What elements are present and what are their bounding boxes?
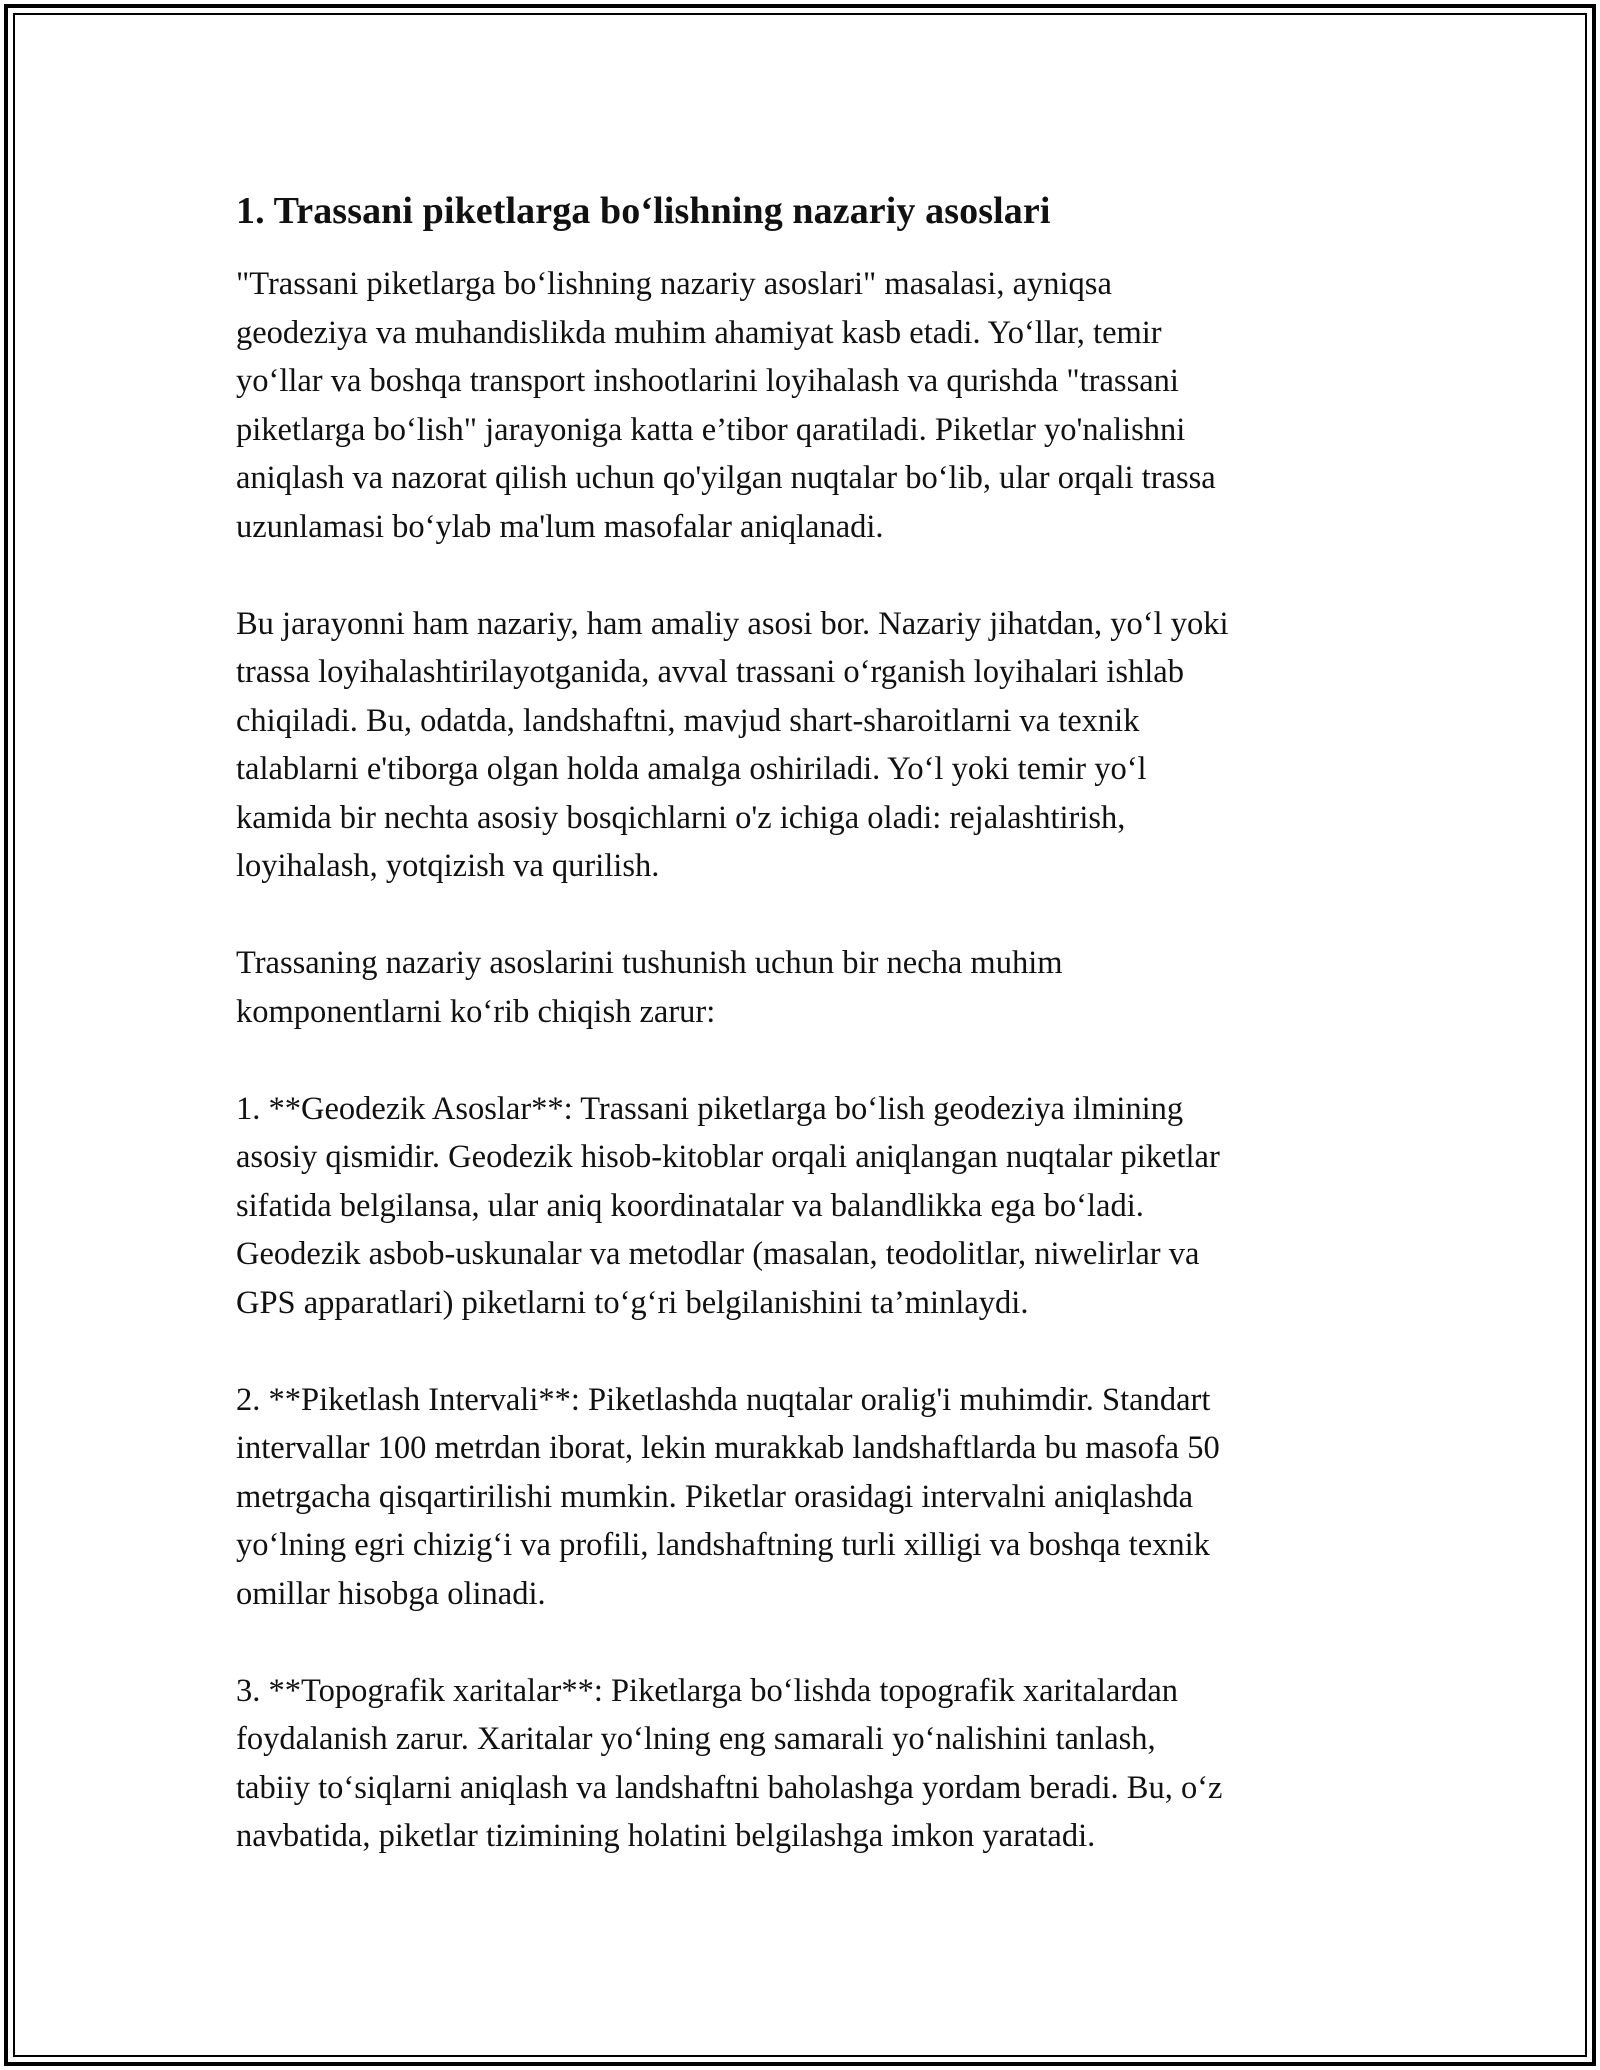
section-heading: 1. Trassani piketlarga bo‘lishning nazariy asoslari [236, 190, 1051, 232]
paragraph-components-intro: Trassaning nazariy asoslarini tushunish uchun bir necha muhim komponentlarni ko‘rib chiqish zarur: [236, 945, 1063, 1030]
document-body [236, 186, 1366, 1861]
paragraph-theory: Bu jarayonni ham nazariy, ham amaliy asosi bor. Nazariy jihatdan, yo‘l yoki trassa loyihalashtirilayotganida, avval trassani o‘rganish loyihalari ishlab chiqiladi. Bu, odatda, landshaftni, mavjud shart-sharoitlarni va texnik talablarni e'tiborga olgan holda amalga oshiriladi. Yo‘l yoki temir yo‘l kamida bir nechta asosiy bosqichlarni o'z ichiga oladi: rejalashtirish, loyihalash, yotqizish va qurilish. [236, 605, 1229, 884]
paragraph-intro: "Trassani piketlarga bo‘lishning nazariy asoslari" masalasi, ayniqsa geodeziya va muhandislikda muhim ahamiyat kasb etadi. Yo‘llar, temir yo‘llar va boshqa transport inshootlarini loyihalash va qurishda "trassani piketlarga bo‘lish" jarayoniga katta e’tibor qaratiladi. Piketlar yo'nalishni aniqlash va nazorat qilish uchun qo'yilgan nuqtalar bo‘lib, ular orqali trassa uzunlamasi bo‘ylab ma'lum masofalar aniqlanadi. [236, 266, 1216, 545]
list-item-geodetic-basics: 1. **Geodezik Asoslar**: Trassani piketlarga bo‘lish geodeziya ilmining asosiy qismidir. Geodezik hisob-kitoblar orqali aniqlangan nuqtalar piketlar sifatida belgilansa, ular aniq koordinatalar va balandlikka ega bo‘ladi. Geodezik asbob-uskunalar va metodlar (masalan, teodolitlar, niwelirlar va GPS apparatlari) piketlarni to‘g‘ri belgilanishini ta’minlaydi. [236, 1090, 1220, 1321]
list-item-picketing-interval: 2. **Piketlash Intervali**: Piketlashda nuqtalar oralig'i muhimdir. Standart intervallar 100 metrdan iborat, lekin murakkab landshaftlarda bu masofa 50 metrgacha qisqartirilishi mumkin. Piketlar orasidagi intervalni aniqlashda yo‘lning egri chizig‘i va profili, landshaftning turli xilligi va boshqa texnik omillar hisobga olinadi. [236, 1381, 1220, 1612]
list-item-topographic-maps: 3. **Topografik xaritalar**: Piketlarga bo‘lishda topografik xaritalardan foydalanish zarur. Xaritalar yo‘lning eng samarali yo‘nalishini tanlash, tabiiy to‘siqlarni aniqlash va landshaftni baholashga yordam beradi. Bu, o‘z navbatida, piketlar tizimining holatini belgilashga imkon yaratadi. [236, 1672, 1223, 1854]
